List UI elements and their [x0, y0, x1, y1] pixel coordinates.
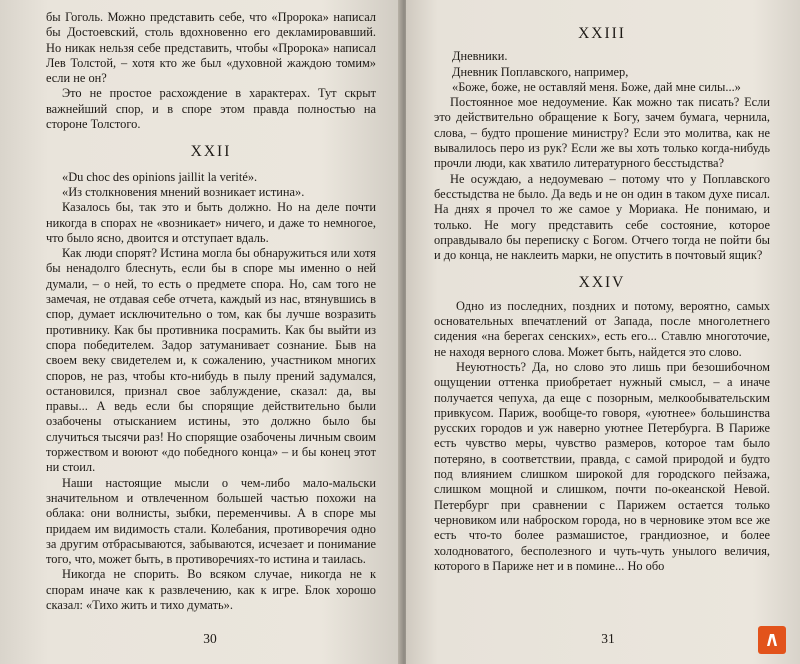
left-paragraph-4: Наши настоящие мысли о чем-либо мало-мальски значительном и отвлеченном большей частью похожи на облака: они волнисты, зыбки, переменчивы. А в споре мы придаем им видимость стали. Колебания, противоречия одно за другим отбрасываются, забываются, исчезает и понимание того, что, может быть, в противоречиях-то истина и таилась. [46, 475, 376, 567]
section-title-xxii: XXII [190, 143, 232, 161]
page-number-right: 31 [601, 630, 615, 646]
right-paragraph-4: Неуютность? Да, но слово это лишь при безошибочном ощущении оттенка приобретает нужный смысл, – а иначе получается чепуха, да еще с позорным, мелкообывательским привкусом. Париж, вообще-то говоря, «уютнее» большинства русских городов и уж наверно уютнее Петербурга. В Париже есть чувство меры, чувство размеров, которое там было потеряно, в соответствии, правда, с самой природой и будто под влиянием слишком широкой для городского пейзажа, слишком мощной и слишком, почти по-океанской Невой. Петербург при сравнении с Парижем остается только черновиком или наброском города, но в черновике этом все же есть что-то более размашистое, грандиозное, и более холодноватого, бесполезного и чуть-чуть унылого величия, которого в Париже нет и в помине... Но обо [434, 359, 770, 573]
right-page [406, 0, 800, 664]
right-paragraph-2: Не осуждаю, а недоумеваю – потому что у Поплавского бесстыдства не было. Да ведь и не он один в таком духе писал. На днях я прочел то же самое у Мориака. Не понимаю, и только. Не могу представить себе состояние, которое оправдывало бы переписку с Богом. Отчего тогда не пойти бы и до конца, не наклеить марки, не опустить в почтовый ящик? [434, 171, 770, 263]
left-paragraph-1: Это не простое расхождение в характерах. Тут скрыт важнейший спор, и в споре этом правда полностью на стороне Толстого. [46, 86, 376, 132]
logo-glyph-icon [762, 630, 782, 650]
left-paragraph-3: Как люди спорят? Истина могла бы обнаружиться или хотя бы ненадолго блеснуть, если бы в споре мы именно о ней думали, – о ней, то есть о предмете спора. Но, сам того не замечая, не отдавая себе отчета, каждый из нас, втянувшись в спор, думает исключительно о том, как бы лучше возразить противнику. Как бы противника посрамить. Как бы выйти из спора победителем. Задор затуманивает сознание. Быв на своем веку свидетелем и, к сожалению, участником многих споров, не раз, чтобы кто-нибудь в пылу прений задумался, остановился, признал свое заблуждение, сказал: да, вы правы... А ведь если бы спорящие действительно были озабочены отысканием истины, это должно было бы случиться тысячи раз! Но спорящие озабочены личным своим торжеством и воюют «до победного конца» – и бы конец этот ни стоил. [46, 246, 376, 475]
page-number-left: 30 [203, 630, 217, 646]
section-title-xxiii: XXIII [578, 25, 626, 42]
left-paragraph-5: Никогда не спорить. Во всяком случае, никогда не к спорам иначе как к развлечению, как к игре. Блок хорошо сказал: «Тихо жить и тихо думать». [46, 567, 376, 612]
section-title-xxiv: XXIV [578, 274, 626, 292]
quote-line-2: Дневник Поплавского, например, [452, 64, 629, 79]
right-paragraph-1: Постоянное мое недоумение. Как можно так писать? Если это действительно обращение к Богу, зачем бумага, чернила, слова, – будто прошение министру? Если это молитва, как не вывалилось перо из рук? Если же вы хоть только когда-нибудь прочли люди, как хватило литературного бесстыдства? [434, 95, 770, 171]
quote-line-3: «Боже, боже, не оставляй меня. Боже, дай мне силы...» [452, 79, 741, 94]
quote-line-1: Дневники. [452, 49, 508, 64]
left-top-paragraph: бы Гоголь. Можно представить себе, что «Пророка» написал бы Достоевский, столь вдохновенно его декламировавший. Но никак нельзя себе представить, чтобы «Пророка» написал Лев Толстой, – хотя кто же был «духовной жаждою томим» если не он? [46, 10, 376, 86]
labirint-logo-icon [758, 626, 786, 654]
epigraph-russian: «Из столкновения мнений возникает истина». [62, 184, 305, 199]
right-paragraph-3: Одно из последних, поздних и потому, вероятно, самых основательных впечатлений от Запада, после многолетнего сидения «на берегах сенских», есть его... Ставлю многоточие, не находя верного слова. Может быть, найдется это слово. [434, 298, 770, 359]
epigraph-french: «Du choc des opinions jaillit la verité». [62, 169, 258, 184]
left-paragraph-2: Казалось бы, так это и быть должно. Но на деле почти никогда в спорах не «возникает» ничего, и даже то немногое, что было ясно, двоится и отступает вдаль. [46, 200, 376, 245]
